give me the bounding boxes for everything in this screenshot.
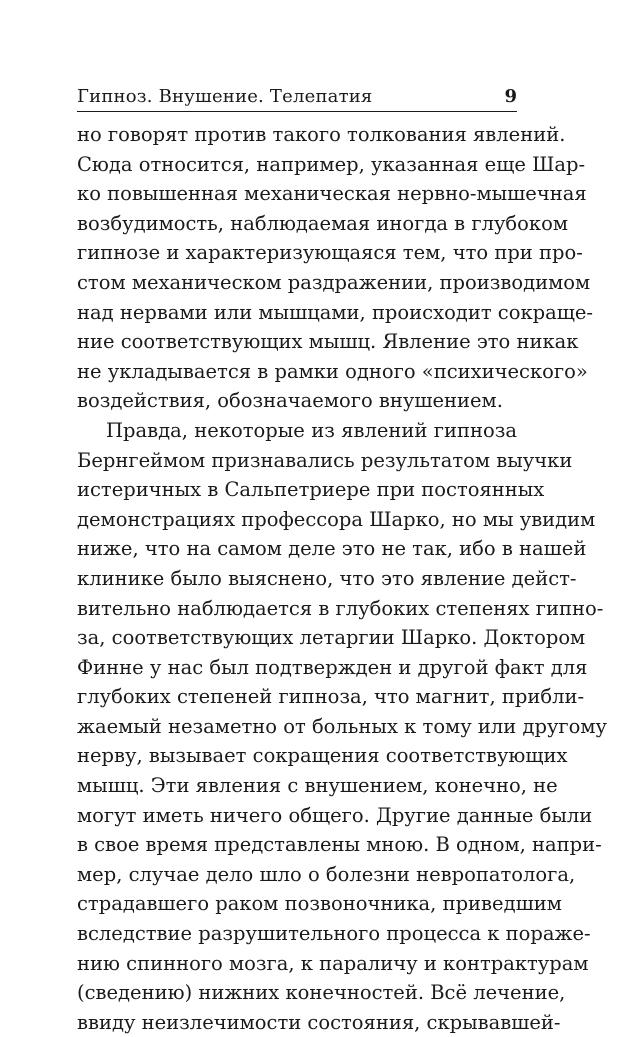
text-line: нию спинного мозга, к параличу и контрактурам xyxy=(77,951,589,975)
text-line: мышц. Эти явления с внушением, конечно, не xyxy=(77,774,558,798)
text-line: ние соответствующих мышц. Явление это никак xyxy=(77,330,579,354)
text-line: истеричных в Сальпетриере при постоянных xyxy=(77,478,545,502)
text-line: демонстрациях профессора Шарко, но мы увидим xyxy=(77,507,596,531)
text-line: стом механическом раздражении, производимом xyxy=(77,270,591,294)
text-line: возбудимость, наблюдаемая иногда в глубоком xyxy=(77,211,569,235)
text-line: над нервами или мышцами, происходит сокраще- xyxy=(77,300,594,324)
text-line: ниже, что на самом деле это не так, ибо в нашей xyxy=(77,537,587,561)
text-line: клинике было выяснено, что это явление дейст- xyxy=(77,566,577,590)
text-line: ввиду неизлечимости состояния, скрывавшей- xyxy=(77,1010,561,1034)
text-line: глубоких степеней гипноза, что магнит, прибли- xyxy=(77,685,585,709)
body-text xyxy=(77,120,608,1037)
paragraph xyxy=(77,416,608,1037)
text-line: за, соответствующих летаргии Шарко. Доктором xyxy=(77,626,586,650)
text-line: Правда, некоторые из явлений гипноза xyxy=(106,418,517,442)
text-line: не укладывается в рамки одного «психического» xyxy=(77,359,588,383)
text-line: Бернгеймом признавались результатом выучки xyxy=(77,448,573,472)
text-line: страдавшего раком позвоночника, приведшим xyxy=(77,892,562,916)
text-line: мер, случае дело шло о болезни невропатолога, xyxy=(77,862,576,886)
text-line: жаемый незаметно от больных к тому или другому xyxy=(77,714,608,738)
running-head-title: Гипноз. Внушение. Телепатия xyxy=(77,86,373,107)
text-line: ко повышенная механическая нервно-мышечная xyxy=(77,182,587,206)
text-line: вительно наблюдается в глубоких степенях гипно- xyxy=(77,596,604,620)
text-line: Сюда относится, например, указанная еще Шар- xyxy=(77,152,586,176)
text-line: Финне у нас был подтвержден и другой факт для xyxy=(77,655,588,679)
text-line: гипнозе и характеризующаяся тем, что при про- xyxy=(77,241,583,265)
running-head xyxy=(77,82,517,108)
text-line: вследствие разрушительного процесса к пораже- xyxy=(77,922,591,946)
text-line: но говорят против такого толкования явлений. xyxy=(77,123,566,146)
text-line: могут иметь ничего общего. Другие данные были xyxy=(77,803,593,827)
header-rule xyxy=(77,111,517,112)
text-line: в свое время представлены мною. В одном, напри- xyxy=(77,833,602,857)
text-line: воздействия, обозначаемого внушением. xyxy=(77,389,503,413)
paragraph xyxy=(77,120,594,416)
page-number: 9 xyxy=(504,86,517,107)
text-line: (сведению) нижних конечностей. Всё лечение, xyxy=(77,981,566,1005)
text-line: нерву, вызывает сокращения соответствующих xyxy=(77,744,568,768)
